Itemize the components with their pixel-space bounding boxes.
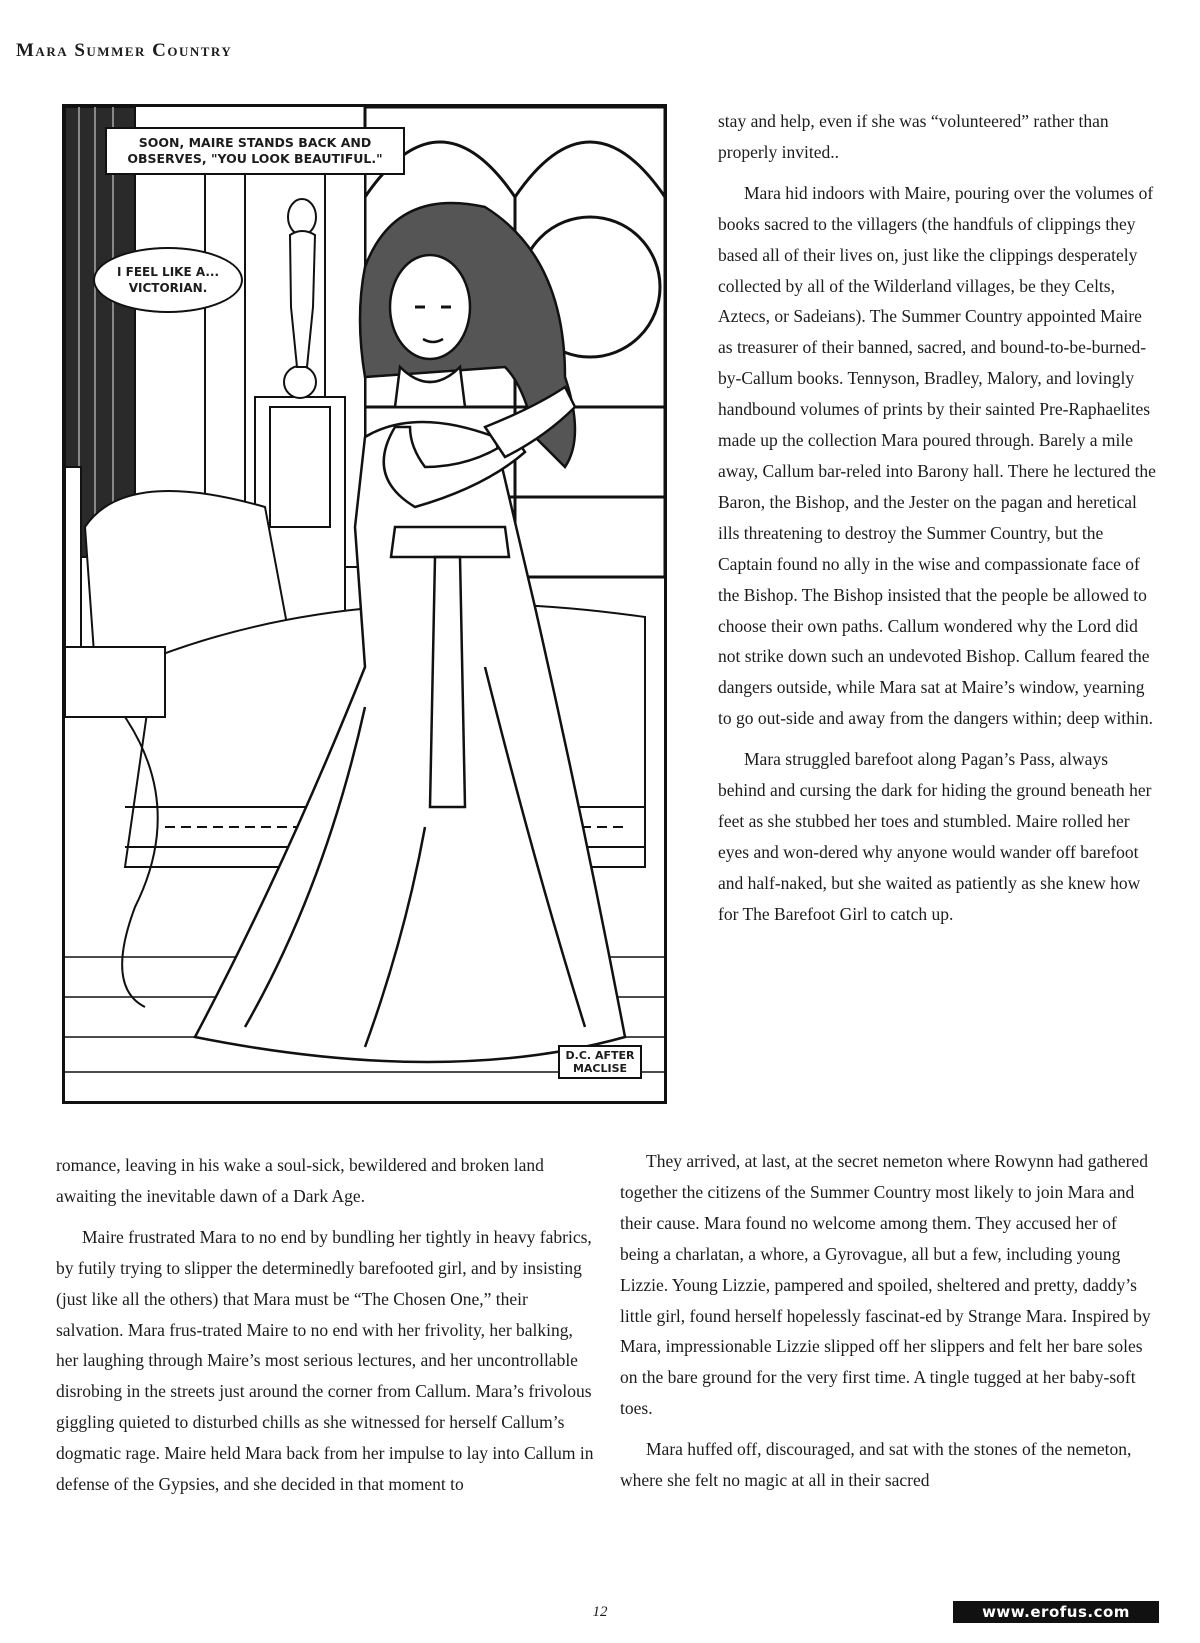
paragraph: Mara hid indoors with Maire, pouring over the volumes of books sacred to the villagers (the handfuls of clippings they based all of their lives on, just like the clippings desperately collected by all of the Wilderland villages, be they Celts, Aztecs, or Sadeians). The Summer Country appointed Maire as treasurer of their banned, sacred, and bound-to-be-burned-by-Callum books. Tennyson, Bradley, Malory, and lovingly handbound volumes of prints by their sainted Pre-Raphaelites made up the collection Mara poured through. Barely a mile away, Callum bar-reled into Barony hall. There he lectured the Baron, the Bishop, and the Jester on the pagan and heretical ills threatening to destroy the Summer Country, but the Captain found no ally in the wise and compassionate face of the Bishop. The Bishop insisted that the people be allowed to choose their own paths. Callum wondered why the Lord did not strike down such an undevoted Bishop. Callum feared the dangers outside, while Mara sat at Maire’s window, yearning to go out-side and away from the dangers within; deep within. [718, 182, 1156, 729]
paragraph: romance, leaving in his wake a soul-sick, bewildered and broken land awaiting the inevitable dawn of a Dark Age. [56, 1155, 544, 1206]
comic-illustration-panel [62, 104, 667, 1104]
page-number: 12 [592, 1604, 608, 1620]
paragraph: Mara struggled barefoot along Pagan’s Pass, always behind and cursing the dark for hiding the ground beneath her feet as she stubbed her toes and stumbled. Maire rolled her eyes and won-dered why anyone would wander off barefoot and half-naked, but she waited as patiently as she knew how for The Barefoot Girl to catch up. [718, 749, 1152, 924]
paragraph: Maire frustrated Mara to no end by bundling her tightly in heavy fabrics, by futily trying to slipper the determinedly barefooted girl, and by insisting (just like all the others) that Mara must be “The Chosen One,” their salvation. Mara frus-trated Maire to no end with her frivolity, her balking, her laughing through Maire’s most serious lectures, and her uncontrollable disrobing in the streets just around the corner from Callum. Mara’s frivolous giggling quieted to disturbed chills as she witnessed for herself Callum’s dogmatic rage. Maire held Mara back from her impulse to lay into Callum in defense of the Gypsies, and she decided in that moment to [56, 1226, 594, 1495]
artist-signature: D.C. AFTER MACLISE [558, 1045, 642, 1079]
paragraph: They arrived, at last, at the secret nemeton where Rowynn had gathered together the citizens of the Summer Country most likely to join Mara and their cause. Mara found no welcome among them. They accused her of being a charlatan, a whore, a Gyrovague, all but a few, including young Lizzie. Young Lizzie, pampered and spoiled, sheltered and pretty, daddy’s little girl, found herself hopelessly fascinat-ed by Strange Mara. Inspired by Mara, impressionable Lizzie slipped off her slippers and felt her bare soles on the bare ground for the very first time. A tingle tugged at her baby-soft toes. [620, 1151, 1151, 1419]
speech-bubble: I FEEL LIKE A... VICTORIAN. [93, 247, 243, 313]
narration-caption: SOON, MAIRE STANDS BACK AND OBSERVES, "YOU LOOK BEAUTIFUL." [105, 127, 405, 175]
watermark-link[interactable]: www.erofus.com [953, 1601, 1159, 1623]
page-header-title: Mara Summer Country [16, 40, 233, 61]
right-column-top [718, 106, 1158, 930]
paragraph: stay and help, even if she was “volunteered” rather than properly invited.. [718, 111, 1109, 162]
paragraph: Mara huffed off, discouraged, and sat with the stones of the nemeton, where she felt no magic at all in their sacred [620, 1439, 1132, 1491]
right-column-bottom [620, 1146, 1160, 1496]
left-column-bottom [56, 1150, 596, 1500]
